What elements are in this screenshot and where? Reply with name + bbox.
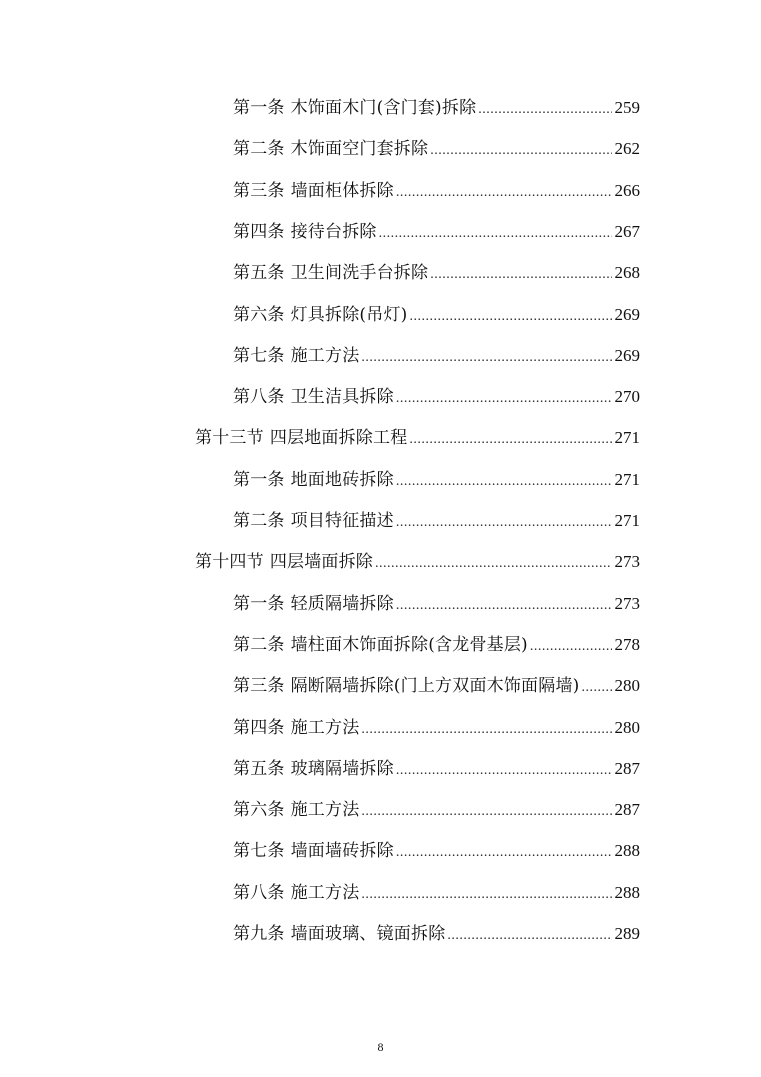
toc-entry-label: [233, 756, 394, 782]
toc-dot-leader: [430, 262, 611, 288]
toc-entry-number: 第二条: [233, 139, 285, 159]
toc-entry-page: 271: [614, 470, 640, 489]
toc-entry-title: 卫生洁具拆除: [290, 387, 394, 407]
toc-dot-leader: [447, 923, 611, 949]
toc-entry-page: 270: [614, 387, 640, 406]
toc-entry-number: 第五条: [233, 263, 285, 283]
page-number: 8: [377, 1040, 384, 1054]
toc-entry-title: 墙面柜体拆除: [290, 181, 394, 201]
toc-entry-title: 项目特征描述: [290, 511, 394, 531]
toc-article-entry[interactable]: [233, 632, 640, 658]
toc-entry-title: 木饰面空门套拆除: [290, 139, 429, 159]
toc-article-entry[interactable]: [233, 95, 640, 121]
toc-entry-title: 四层地面拆除工程: [269, 428, 408, 448]
toc-entry-number: 第四条: [233, 222, 285, 242]
toc-entry-number: 第七条: [233, 346, 285, 366]
toc-dot-leader: [396, 593, 612, 619]
toc-dot-leader: [409, 304, 611, 330]
toc-entry-page: 280: [614, 676, 640, 695]
toc-entry-number: 第二条: [233, 511, 285, 531]
toc-entry-page: 278: [614, 635, 640, 654]
toc-entry-label: [233, 508, 394, 534]
toc-entry-title: 接待台拆除: [290, 222, 377, 242]
toc-entry-label: [233, 880, 359, 906]
toc-entry-number: 第五条: [233, 759, 285, 779]
toc-entry-label: [233, 384, 394, 410]
toc-entry-page: 262: [614, 139, 640, 158]
toc-article-entry[interactable]: [233, 467, 640, 493]
toc-article-entry[interactable]: [233, 508, 640, 534]
toc-entry-page: 288: [614, 883, 640, 902]
toc-entry-page: 271: [614, 511, 640, 530]
toc-entry-label: [233, 921, 445, 947]
toc-entry-label: [195, 549, 373, 575]
toc-article-entry[interactable]: [233, 384, 640, 410]
toc-dot-leader: [361, 882, 611, 908]
toc-entry-page: 269: [614, 305, 640, 324]
toc-entry-number: 第一条: [233, 470, 285, 490]
toc-entry-number: 第八条: [233, 883, 285, 903]
toc-entry-label: [233, 219, 377, 245]
toc-entry-title: 墙面玻璃、镜面拆除: [290, 924, 446, 944]
toc-dot-leader: [396, 469, 612, 495]
toc-dot-leader: [396, 840, 612, 866]
toc-dot-leader: [396, 180, 612, 206]
toc-section-entry[interactable]: [195, 425, 640, 451]
toc-section-entry[interactable]: [195, 549, 640, 575]
toc-entry-label: [233, 260, 428, 286]
toc-entry-page: 288: [614, 841, 640, 860]
toc-entry-label: [233, 136, 428, 162]
toc-entry-number: 第十三节: [195, 428, 264, 448]
toc-dot-leader: [530, 634, 612, 660]
toc-entry-number: 第三条: [233, 676, 285, 696]
toc-entry-label: [233, 95, 476, 121]
toc-entry-label: [233, 467, 394, 493]
toc-article-entry[interactable]: [233, 136, 640, 162]
toc-dot-leader: [396, 386, 612, 412]
toc-dot-leader: [478, 97, 611, 123]
toc-entry-title: 施工方法: [290, 346, 360, 366]
toc-entry-page: 287: [614, 759, 640, 778]
toc-article-entry[interactable]: [233, 880, 640, 906]
toc-dot-leader: [430, 138, 611, 164]
toc-entry-number: 第四条: [233, 718, 285, 738]
toc-entry-page: 287: [614, 800, 640, 819]
toc-article-entry[interactable]: [233, 260, 640, 286]
toc-entry-title: 玻璃隔墙拆除: [290, 759, 394, 779]
toc-dot-leader: [375, 551, 611, 577]
toc-entry-title: 施工方法: [290, 718, 360, 738]
toc-entry-label: [233, 343, 359, 369]
toc-article-entry[interactable]: [233, 343, 640, 369]
toc-entry-page: 280: [614, 718, 640, 737]
toc-entry-number: 第一条: [233, 98, 285, 118]
toc-entry-title: 地面地砖拆除: [290, 470, 394, 490]
toc-entry-label: [233, 178, 394, 204]
toc-entry-label: [233, 797, 359, 823]
toc-article-entry[interactable]: [233, 838, 640, 864]
toc-entry-label: [233, 591, 394, 617]
toc-entry-label: [233, 838, 394, 864]
toc-entry-label: [233, 632, 528, 658]
toc-entry-page: 269: [614, 346, 640, 365]
toc-entry-number: 第九条: [233, 924, 285, 944]
toc-article-entry[interactable]: [233, 219, 640, 245]
toc-entry-page: 273: [614, 594, 640, 613]
toc-entry-title: 墙柱面木饰面拆除(含龙骨基层): [290, 635, 528, 655]
toc-dot-leader: [396, 510, 612, 536]
toc-entry-title: 隔断隔墙拆除(门上方双面木饰面隔墙): [290, 676, 580, 696]
toc-entry-page: 271: [614, 428, 640, 447]
toc-entry-label: [233, 715, 359, 741]
toc-entry-page: 267: [614, 222, 640, 241]
toc-dot-leader: [361, 345, 611, 371]
toc-article-entry[interactable]: [233, 591, 640, 617]
toc-entry-number: 第十四节: [195, 552, 264, 572]
toc-entry-number: 第六条: [233, 305, 285, 325]
toc-article-entry[interactable]: [233, 673, 640, 699]
toc-entry-label: [233, 302, 407, 328]
toc-article-entry[interactable]: [233, 921, 640, 947]
toc-entry-page: 268: [614, 263, 640, 282]
toc-article-entry[interactable]: [233, 302, 640, 328]
toc-article-entry[interactable]: [233, 715, 640, 741]
toc-entry-number: 第八条: [233, 387, 285, 407]
toc-entry-title: 卫生间洗手台拆除: [290, 263, 429, 283]
toc-entry-title: 墙面墙砖拆除: [290, 841, 394, 861]
toc-article-entry[interactable]: [233, 178, 640, 204]
toc-dot-leader: [581, 675, 611, 701]
toc-dot-leader: [409, 427, 611, 453]
toc-entry-title: 木饰面木门(含门套)拆除: [290, 98, 477, 118]
toc-entry-page: 266: [614, 181, 640, 200]
toc-entry-page: 289: [614, 924, 640, 943]
toc-dot-leader: [396, 758, 612, 784]
toc-entry-number: 第七条: [233, 841, 285, 861]
toc-dot-leader: [379, 221, 612, 247]
toc-entry-number: 第二条: [233, 635, 285, 655]
toc-entry-title: 轻质隔墙拆除: [290, 594, 394, 614]
toc-entry-number: 第六条: [233, 800, 285, 820]
toc-entry-title: 施工方法: [290, 800, 360, 820]
toc-entry-page: 273: [614, 552, 640, 571]
toc-entry-label: [233, 673, 579, 699]
toc-entry-number: 第三条: [233, 181, 285, 201]
toc-dot-leader: [361, 799, 611, 825]
toc-entry-label: [195, 425, 407, 451]
toc-entry-title: 四层墙面拆除: [269, 552, 374, 572]
toc-entry-page: 259: [614, 98, 640, 117]
toc-entry-title: 施工方法: [290, 883, 360, 903]
toc-article-entry[interactable]: [233, 756, 640, 782]
toc-article-entry[interactable]: [233, 797, 640, 823]
toc-dot-leader: [361, 717, 611, 743]
toc-entry-number: 第一条: [233, 594, 285, 614]
toc-entry-title: 灯具拆除(吊灯): [290, 305, 408, 325]
